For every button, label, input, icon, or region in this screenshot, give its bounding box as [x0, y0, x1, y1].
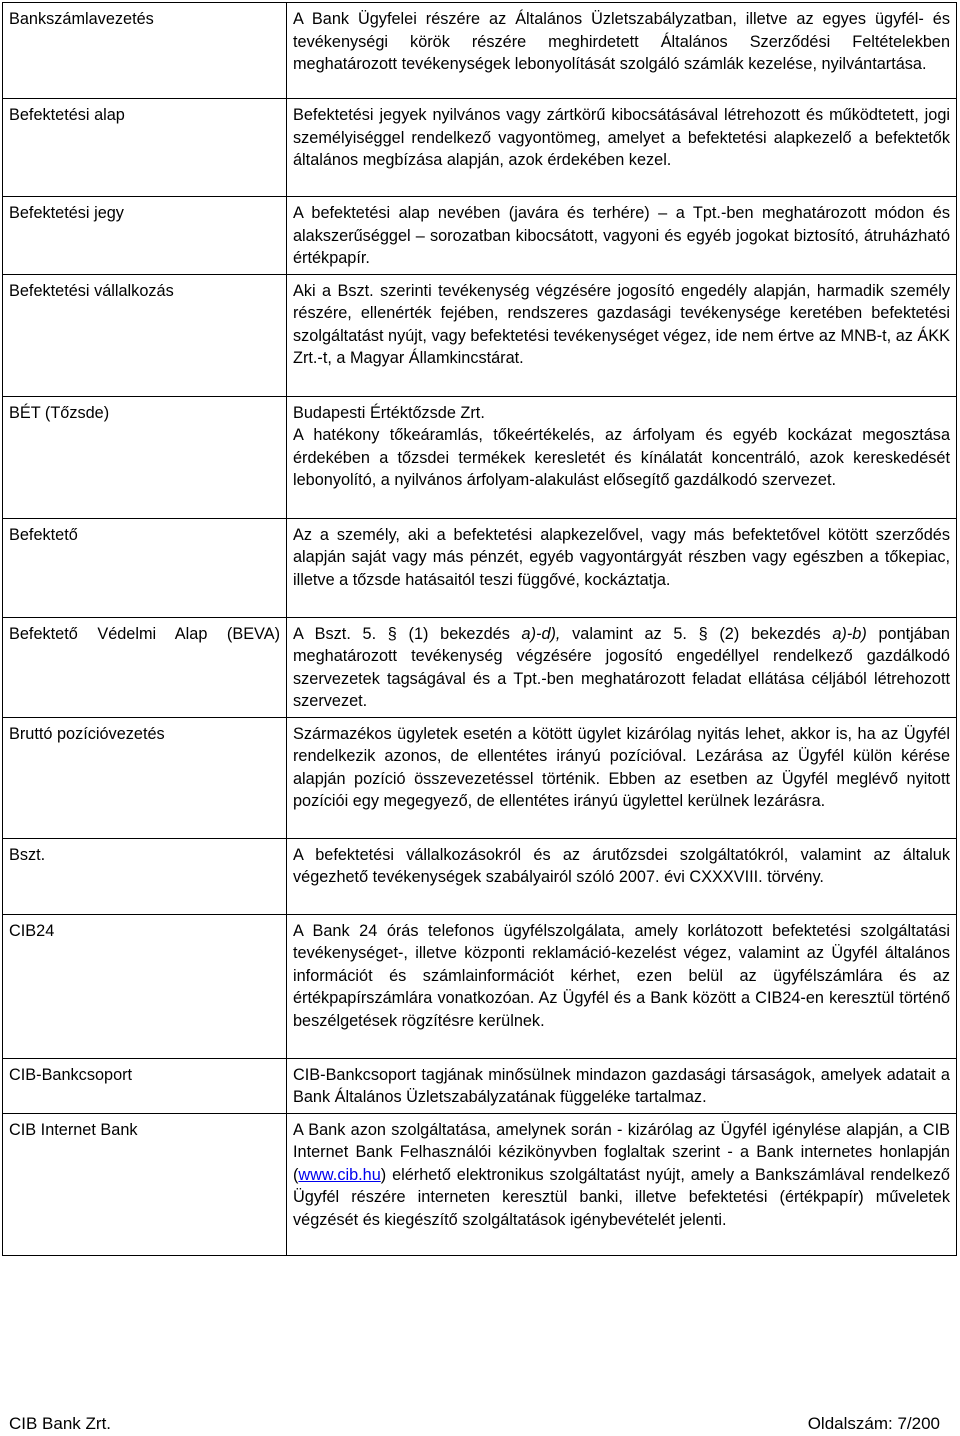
- table-row: [3, 838, 957, 914]
- term-label: Befektetési jegy: [9, 204, 124, 222]
- term-cell: [3, 197, 287, 275]
- definition-text: A Bszt. 5. § (1) bekezdés a)-d), valamint az 5. § (2) bekezdés a)-b) pontjában meghatározott tevékenység végzésére jogosító engedéllyel rendelkező gazdálkodó szervezetek tagságával és a Tpt.-ben meghatározott feladat ellátása céljából létrehozott szervezet.: [293, 624, 950, 710]
- definition-cell: [287, 396, 957, 518]
- page-footer: [9, 1413, 940, 1435]
- term-label: Bruttó pozícióvezetés: [9, 724, 165, 743]
- term-cell: [3, 617, 287, 717]
- glossary-table: [2, 2, 957, 1256]
- term-cell: [3, 717, 287, 838]
- definition-text: Az a személy, aki a befektetési alapkezelővel, vagy más befektetővel kötött szerződés alapján saját vagy más pénzét, egyéb vagyontárgyát részben vagy egészben a tőkepiac, illetve a tőzsde hatásaitól teszi függővé, kockáztatja.: [293, 525, 950, 589]
- term-cell: [3, 1113, 287, 1255]
- definition-text: CIB-Bankcsoport tagjának minősülnek mindazon gazdasági társaságok, amelyek adatait a Bank Általános Üzletszabályzatának függeléke tartalmaz.: [293, 1065, 950, 1106]
- definition-text: Származékos ügyletek esetén a kötött ügylet kizárólag nyitás lehet, akkor is, ha az Ügyfél rendelkezik azonos, de ellentétes irányú pozícióval. Lezárása az Ügyfél külön kérése alapján pozíció összevezetéssel történik. Ebben az esetben az Ügyfél meglévő nyitott pozíciói egy megegyező, de ellentétes irányú ügylettel kerülnek lezárásra.: [293, 724, 950, 810]
- term-label: Befektető: [9, 525, 78, 544]
- table-row: [3, 1113, 957, 1255]
- definition-cell: [287, 1058, 957, 1113]
- definition-text: A Bank Ügyfelei részére az Általános Üzletszabályzatban, illetve az egyes ügyfél- és tevékenységi körök részére meghirdetett Általános Szerződési Feltételekben meghatározott tevékenységek lebonyolítását szolgáló számlák kezelése, nyilvántartása.: [293, 10, 950, 73]
- term-label: Bankszámlavezetés: [9, 10, 154, 28]
- definition-text: A hatékony tőkeáramlás, tőkeértékelés, az árfolyam és egyéb kockázat megosztása érdekében a tőzsdei termékek keresletét és kínálatát koncentráló, azok kereskedését lebonyolító, a nyilvános árfolyam-alakulást elősegítő gazdálkodó szervezet.: [293, 426, 950, 489]
- term-cell: [3, 274, 287, 396]
- term-label: Befektetési alap: [9, 106, 125, 124]
- definition-cell: [287, 3, 957, 99]
- term-cell: [3, 914, 287, 1058]
- term-label: Befektetési vállalkozás: [9, 281, 174, 300]
- definition-text: A befektetési alap nevében (javára és terhére) – a Tpt.-ben meghatározott módon és alakszerűséggel – sorozatban kibocsátott, vagyoni és egyéb jogokat biztosító, átruházható értékpapír.: [293, 204, 950, 267]
- term-label: CIB-Bankcsoport: [9, 1065, 133, 1084]
- table-row: [3, 197, 957, 275]
- table-row: [3, 396, 957, 518]
- definition-text: Aki a Bszt. szerinti tevékenység végzésére jogosító engedély alapján, harmadik személy részére, ellenérték fejében, rendszeres gazdasági tevékenysége keretében befektetési szolgáltatást nyújt, vagy befektetési tevékenységet végez, ide nem értve az MNB-t, az ÁKK Zrt.-t, a Magyar Államkincstárat.: [293, 281, 951, 367]
- term-label: CIB Internet Bank: [9, 1120, 138, 1139]
- term-label: Befektető Védelmi Alap (BEVA): [9, 624, 280, 643]
- definition-cell: [287, 99, 957, 197]
- table-row: [3, 99, 957, 197]
- definition-cell: [287, 274, 957, 396]
- table-row: [3, 717, 957, 838]
- term-label: BÉT (Tőzsde): [9, 403, 110, 422]
- definition-text: Budapesti Értéktőzsde Zrt.: [293, 403, 485, 422]
- table-row: [3, 617, 957, 717]
- term-label: Bszt.: [9, 845, 46, 864]
- term-cell: [3, 99, 287, 197]
- definition-cell: [287, 518, 957, 617]
- definition-cell: [287, 914, 957, 1058]
- table-row: [3, 3, 957, 99]
- definition-cell: [287, 617, 957, 717]
- definition-text: A befektetési vállalkozásokról és az árutőzsdei szolgáltatókról, valamint az általuk végezhető tevékenységek szabályairól szóló 2007. évi CXXXVIII. törvény.: [293, 845, 950, 886]
- definition-cell: [287, 1113, 957, 1255]
- definition-cell: [287, 197, 957, 275]
- term-cell: [3, 518, 287, 617]
- term-cell: [3, 3, 287, 99]
- table-row: [3, 518, 957, 617]
- term-label: CIB24: [9, 921, 55, 940]
- footer-page-number: Oldalszám: 7/200: [807, 1414, 940, 1433]
- definition-text: A Bank azon szolgáltatása, amelynek során - kizárólag az Ügyfél igénylése alapján, a CIB Internet Bank Felhasználói kézikönyvben foglaltak szerint - a Bank internetes honlapján (www.cib.hu) elérhető elektronikus szolgáltatást nyújt, amely a Bankszámlával rendelkező Ügyfél részére interneten keresztül banki, illetve befektetési (értékpapír) műveletek végzését és kiegészítő szolgáltatások igénybevételét jelenti.: [293, 1120, 950, 1229]
- term-cell: [3, 838, 287, 914]
- definition-cell: [287, 838, 957, 914]
- definition-cell: [287, 717, 957, 838]
- table-row: [3, 1058, 957, 1113]
- table-row: [3, 914, 957, 1058]
- table-row: [3, 274, 957, 396]
- term-cell: [3, 396, 287, 518]
- definition-text: A Bank 24 órás telefonos ügyfélszolgálata, amely korlátozott befektetési szolgáltatási tevékenységet-, illetve központi reklamáció-kezelést végez, valamint az Ügyfél általános információt és számlainformációt kérhet, ezen belül az ügyfélszámlára és az értékpapírszámlára vonatkozóan. Az Ügyfél és a Bank között a CIB24-en keresztül történő beszélgetések rögzítésre kerülnek.: [293, 921, 950, 1030]
- footer-company: CIB Bank Zrt.: [9, 1414, 112, 1433]
- term-cell: [3, 1058, 287, 1113]
- definition-text: Befektetési jegyek nyilvános vagy zártkörű kibocsátásával létrehozott és működtetett, jogi személyiséggel rendelkező vagyontömeg, amelyet a befektetési alapkezelő a befektetők általános megbízása alapján, azok érdekében kezel.: [293, 106, 950, 169]
- cib-website-link[interactable]: www.cib.hu: [298, 1165, 381, 1184]
